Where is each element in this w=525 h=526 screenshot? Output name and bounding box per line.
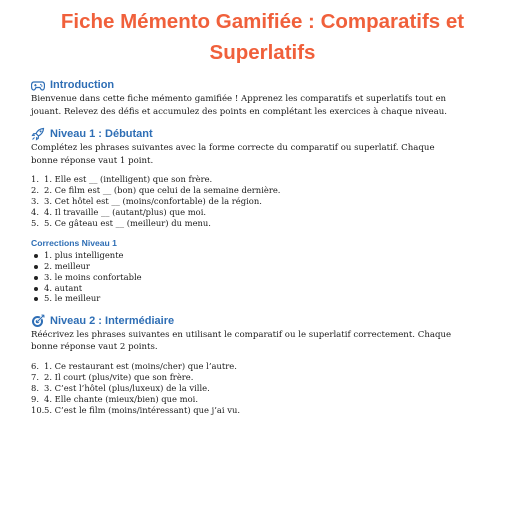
item-number: 5.	[31, 218, 39, 229]
gamepad-icon	[31, 78, 45, 92]
item-number: 2.	[31, 185, 39, 196]
item-text: 5. C’est le film (moins/intéressant) que j’ai vu.	[44, 405, 240, 416]
list-item	[31, 372, 525, 383]
list-item	[31, 405, 525, 416]
list-item	[31, 383, 525, 394]
list-item	[31, 272, 525, 283]
level1-section	[31, 126, 525, 229]
item-number: 8.	[31, 383, 39, 394]
level2-instructions: Réécrivez les phrases suivantes en utilisant le comparatif ou le superlatif correctement. Chaque bonne réponse vaut 2 points.	[31, 329, 452, 353]
item-text: 1. Elle est __ (intelligent) que son frère.	[44, 174, 213, 184]
list-item	[31, 185, 525, 196]
bullet	[31, 250, 44, 261]
level2-heading	[31, 313, 525, 329]
item-text: 4. autant	[44, 282, 83, 293]
item-text: 1. Ce restaurant est (moins/cher) que l’autre.	[44, 360, 237, 371]
item-text: 3. le moins confortable	[44, 271, 142, 282]
item-number: 10.	[31, 405, 45, 416]
item-text: 3. Cet hôtel est __ (moins/confortable) de la région.	[44, 196, 262, 207]
level1-heading	[31, 126, 525, 142]
bullet	[31, 261, 44, 272]
title-line-1: Fiche Mémento Gamifiée : Comparatifs et	[60, 10, 465, 33]
list-item	[31, 394, 525, 405]
item-text: 2. meilleur	[44, 261, 90, 272]
level2-exercise-list	[31, 361, 525, 416]
item-number: 7.	[31, 372, 39, 383]
document-page	[0, 6, 525, 526]
list-item	[31, 283, 525, 294]
intro-text: Bienvenue dans cette fiche mémento gamifiée ! Apprenez les comparatifs et superlatifs tout en jouant. Relevez des défis et accumulez des points en complétant les exercices à chaque niveau.	[31, 94, 447, 117]
rocket-icon	[31, 127, 45, 141]
intro-heading	[31, 77, 525, 93]
list-item	[31, 196, 525, 207]
intro-heading-label: Introduction	[50, 79, 115, 91]
corrections1-heading: Corrections Niveau 1	[31, 238, 117, 249]
item-text: 4. Il travaille __ (autant/plus) que moi.	[44, 207, 207, 218]
item-number: 1.	[31, 174, 39, 184]
level2-heading-label: Niveau 2 : Intermédiaire	[50, 314, 175, 327]
item-text: 5. le meilleur	[44, 293, 101, 304]
page-title	[0, 6, 525, 68]
item-number: 6.	[31, 360, 39, 371]
list-item	[31, 218, 525, 229]
item-text: 3. C’est l’hôtel (plus/luxeux) de la ville.	[44, 383, 210, 394]
level1-exercise-list	[31, 174, 525, 229]
item-number: 4.	[31, 207, 39, 218]
item-text: 1. plus intelligente	[44, 250, 124, 261]
corrections1-section	[31, 238, 525, 304]
item-text: 5. Ce gâteau est __ (meilleur) du menu.	[44, 218, 211, 229]
bullet	[31, 293, 44, 304]
list-item	[31, 174, 525, 185]
list-item	[31, 207, 525, 218]
level1-heading-label: Niveau 1 : Débutant	[50, 128, 153, 140]
list-item	[31, 261, 525, 272]
item-text: 2. Ce film est __ (bon) que celui de la semaine dernière.	[44, 185, 281, 196]
title-line-2: Superlatifs	[209, 41, 316, 64]
item-text: 4. Elle chante (mieux/bien) que moi.	[44, 394, 198, 405]
list-item	[31, 293, 525, 304]
bullet	[31, 283, 44, 294]
list-item	[31, 361, 525, 372]
item-text: 2. Il court (plus/vite) que son frère.	[44, 372, 194, 383]
target-icon	[31, 314, 45, 328]
level1-instructions: Complétez les phrases suivantes avec la forme correcte du comparatif ou superlatif. Chaque bonne réponse vaut 1 point.	[31, 143, 435, 166]
intro-section	[31, 77, 525, 118]
list-item	[31, 250, 525, 261]
item-number: 9.	[31, 394, 39, 405]
level2-section	[31, 313, 525, 416]
item-number: 3.	[31, 196, 39, 207]
bullet	[31, 272, 44, 283]
corrections1-list	[31, 250, 525, 304]
